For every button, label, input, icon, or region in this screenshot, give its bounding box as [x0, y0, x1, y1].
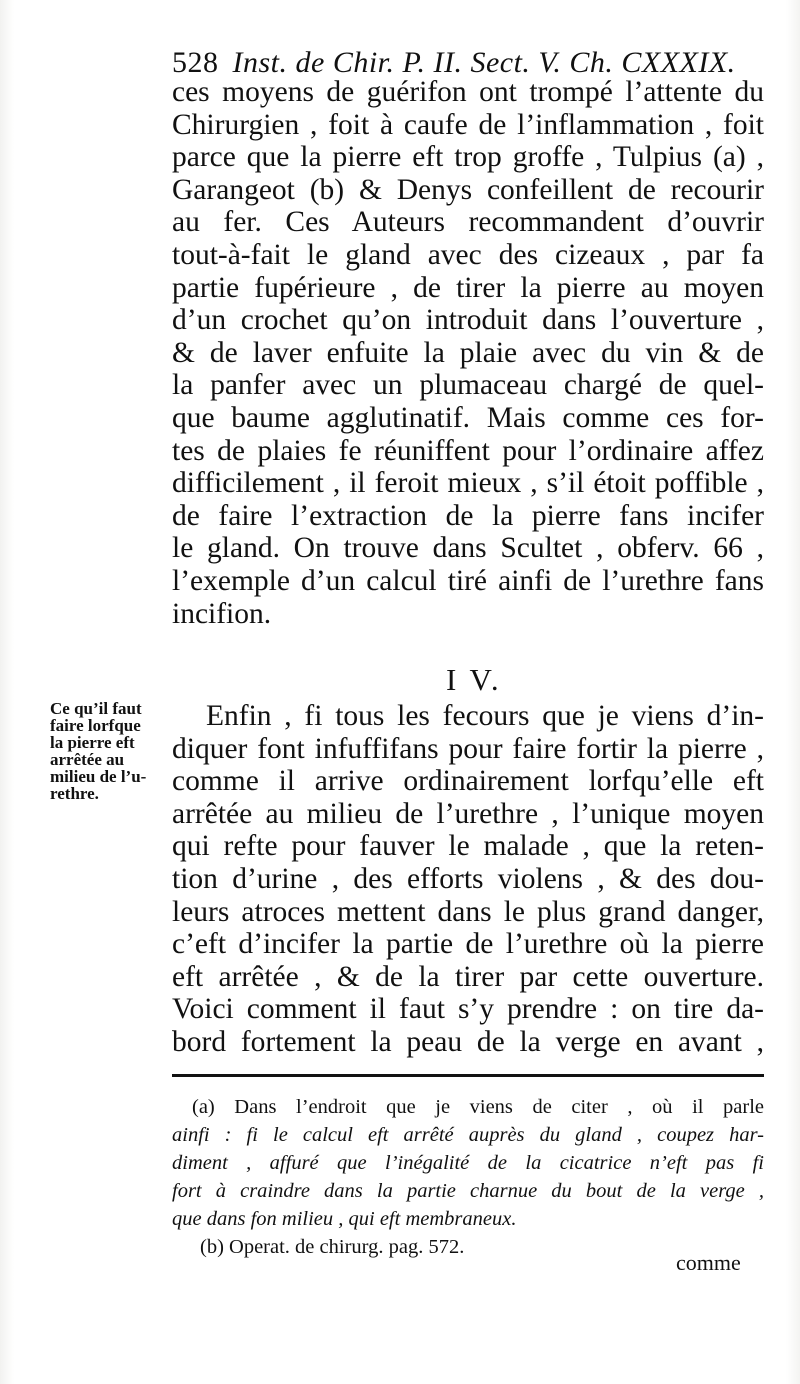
text-line: tes de plaies fe réuniffent pour l’ordinaire affez	[172, 434, 764, 467]
text-line: la panfer avec un plumaceau chargé de quel-	[172, 369, 764, 402]
text-line: de faire l’extraction de la pierre fans incifer	[172, 499, 764, 532]
paragraph-2	[172, 700, 764, 1059]
text-line: l’exemple d’un calcul tiré ainfi de l’urethre fans	[172, 564, 764, 597]
running-title: Inst. de Chir. P. II. Sect. V. Ch. CXXXIX.	[232, 46, 736, 79]
text-line: d’un crochet qu’on introduit dans l’ouverture ,	[172, 304, 764, 337]
footnote-rule	[172, 1074, 764, 1077]
catchword: comme	[676, 1250, 741, 1275]
text-line: difficilement , il feroit mieux , s’il étoit poffible ,	[172, 467, 764, 500]
margin-note-line: arrêtée au	[50, 750, 125, 769]
text-line: ces moyens de guérifon ont trompé l’attente du	[172, 76, 764, 108]
text-line: Voici comment il faut s’y prendre : on tire da-	[172, 993, 764, 1026]
text-line: diquer font infuffifans pour faire fortir la pierre ,	[172, 732, 764, 765]
footnote-a-line: que dans fon milieu , qui eft membraneux.	[172, 1208, 517, 1230]
section-heading: I V.	[446, 662, 502, 697]
footnote-a-line: (a) Dans l’endroit que je viens de citer , où il parle	[192, 1096, 764, 1118]
footnotes	[172, 1093, 764, 1261]
margin-note-line: rethre.	[50, 784, 99, 803]
text-line: leurs atroces mettent dans le plus grand danger,	[172, 895, 764, 928]
text-line: que baume agglutinatif. Mais comme ces for-	[172, 401, 764, 434]
text-line: le gland. On trouve dans Scultet , obferv. 66 ,	[172, 532, 764, 565]
margin-note-line: Ce qu’il faut	[50, 699, 142, 718]
text-line: au fer. Ces Auteurs recommandent d’ouvrir	[172, 206, 764, 239]
text-line: c’eft d’incifer la partie de l’urethre où la pierre	[172, 928, 764, 961]
text-line: Garangeot (b) & Denys confeillent de recourir	[172, 173, 764, 206]
margin-note-line: la pierre eft	[50, 733, 135, 752]
text-line: arrêtée au milieu de l’urethre , l’unique moyen	[172, 797, 764, 830]
margin-note-line: milieu de l’u-	[50, 767, 147, 786]
text-line: & de laver enfuite la plaie avec du vin & de	[172, 336, 764, 369]
text-line: Chirurgien , foit à caufe de l’inflammation , foit	[172, 108, 764, 141]
text-line: tion d’urine , des efforts violens , & des dou-	[172, 862, 764, 895]
running-header	[172, 46, 772, 80]
text-line: tout-à-fait le gland avec des cizeaux , par fa	[172, 238, 764, 271]
paragraph-1	[172, 76, 764, 630]
footnote-a-line: fort à craindre dans la partie charnue du bout de la verge ,	[172, 1180, 764, 1202]
footnote-a-line: diment , affuré que l’inégalité de la cicatrice n’eft pas fi	[172, 1152, 764, 1174]
text-line: incifion.	[172, 597, 272, 630]
text-line: bord fortement la peau de la verge en avant ,	[172, 1025, 764, 1058]
text-line: eft arrêtée , & de la tirer par cette ouverture.	[172, 960, 764, 993]
page-number: 528	[172, 46, 219, 79]
margin-note-line: faire lorfque	[50, 716, 141, 735]
footnote-a-line: ainfi : fi le calcul eft arrêté auprès du gland , coupez har-	[172, 1124, 764, 1146]
text-line: parce que la pierre eft trop groffe , Tulpius (a) ,	[172, 141, 764, 174]
footnote-b: (b) Operat. de chirurg. pag. 572.	[200, 1236, 465, 1258]
text-line: qui refte pour fauver le malade , que la reten-	[172, 830, 764, 863]
text-line: Enfin , fi tous les fecours que je viens d’in-	[206, 700, 764, 732]
text-line: partie fupérieure , de tirer la pierre au moyen	[172, 271, 764, 304]
text-line: comme il arrive ordinairement lorfqu’elle eft	[172, 765, 764, 798]
margin-note	[50, 700, 172, 802]
